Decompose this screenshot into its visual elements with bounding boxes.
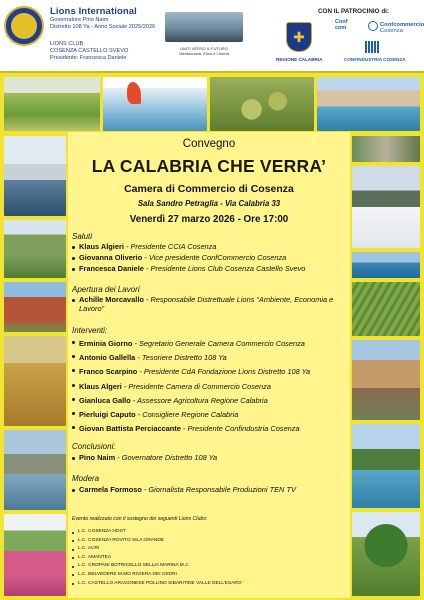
photo-mountain-lake (4, 430, 66, 510)
list-item: Antonio Gallella - Tesoriere Distretto 108 Ya (72, 351, 310, 365)
hero-caption-1: UNITI VERSO IL FUTURO (180, 46, 228, 51)
region-label: REGIONE CALABRIA (276, 57, 323, 62)
photo-lake (352, 424, 420, 508)
photo-ski (352, 166, 420, 248)
hero-caption (158, 46, 250, 56)
section-conclusioni: Conclusioni: (72, 442, 116, 451)
photo-coast-town (317, 77, 420, 131)
photo-vineyard (352, 282, 420, 336)
section-saluti: Saluti (72, 232, 93, 241)
confindustria-name: CONFINDUSTRIA COSENZA (344, 57, 406, 62)
saluti-list (72, 242, 305, 274)
interventi-list (72, 337, 310, 436)
list-item: L.C. AMANTEA (72, 554, 242, 563)
list-item: L.C. COSENZA HOST (72, 528, 242, 537)
section-modera: Modera (72, 474, 100, 483)
president-line: Presidente: Francesca Daniele (50, 55, 127, 61)
list-item: Giovan Battista Perciaccante - Presidente Confindustria Cosenza (72, 422, 310, 436)
list-item: Klaus Algeri - Presidente Camera di Commercio Cosenza (72, 380, 310, 394)
list-item: L.C. COSENZA ROVITO SILA GRANDE (72, 537, 242, 546)
confcommercio-name: Confcommercio Cosenza (380, 22, 424, 34)
list-item: L.C. CROPANI BOTRICELLO SELLIA MARINA M.J. (72, 562, 242, 571)
list-item: Erminia Giorno - Segretario Generale Camera Commercio Cosenza (72, 337, 310, 351)
photo-fields (4, 77, 100, 131)
governor-line: Governatore Pino Naim (50, 17, 109, 23)
org-title: Lions International (50, 6, 137, 17)
patronage-label: CON IL PATROCINIO di: (318, 8, 390, 15)
regione-calabria-emblem-icon: ✚ (286, 22, 312, 52)
list-item: Franco Scarpino - Presidente CdA Fondazione Lions Distretto 108 Ya (72, 365, 310, 379)
photo-hills (4, 220, 66, 278)
photo-tree (352, 512, 420, 596)
confindustria-logo-icon (365, 41, 379, 53)
district-line: Distretto 108 Ya - Anno Sociale 2025/2026 (50, 24, 156, 30)
list-item: L.C. CASTELLO ARAGONESE POLLINO SIBARITIDE VALLE DELL’ESARO (72, 580, 242, 589)
photo-kitesurf (103, 77, 207, 131)
list-item: Pierluigi Caputo - Consigliere Regione Calabria (72, 408, 310, 422)
club-line-2: COSENZA CASTELLO SVEVO (50, 48, 129, 54)
club-block (50, 41, 128, 62)
supporting-clubs-list (72, 528, 242, 588)
event-title: LA CALABRIA CHE VERRA’ (91, 156, 327, 176)
list-item: Pino Naim - Governatore Distretto 108 Ya (72, 453, 217, 464)
hero-image (165, 12, 243, 42)
event-type: Convegno (182, 138, 236, 150)
photo-wheat (4, 336, 66, 426)
section-interventi: Interventi: (72, 326, 108, 335)
photo-sea-cliff (352, 252, 420, 278)
photo-building (4, 282, 66, 332)
list-item: Gianluca Gallo - Assessore Agricoltura Regione Calabria (72, 394, 310, 408)
photo-olives (210, 77, 314, 131)
list-item: Francesca Daniele - Presidente Lions Club Cosenza Castello Svevo (72, 264, 305, 275)
photo-marina (4, 136, 66, 216)
header-banner (0, 0, 424, 73)
conclusioni-list (72, 453, 217, 464)
event-date: Venerdì 27 marzo 2026 - Ore 17:00 (129, 214, 289, 225)
lions-logo-icon (4, 6, 44, 46)
event-panel (68, 132, 350, 598)
photo-village (352, 340, 420, 420)
modera-list (72, 485, 296, 496)
event-venue: Camera di Commercio di Cosenza (124, 183, 294, 195)
apertura-list (72, 296, 348, 314)
organization-block (50, 6, 155, 31)
confcom-short: Conf com (335, 19, 348, 31)
event-hall: Sala Sandro Petraglia - Via Calabria 33 (137, 199, 281, 208)
photo-flower-field (4, 514, 66, 596)
support-note: Evento realizzato con il sostegno dei seguenti Lions Clubs: (72, 516, 208, 522)
list-item: L.C. BELVEDERE M.MO RIVIERA DEI CEDRI (72, 571, 242, 580)
list-item: Carmela Formoso - Giornalista Responsabile Produzioni TEN TV (72, 485, 296, 496)
section-apertura: Apertura dei Lavori (72, 285, 140, 294)
club-line-1: LIONS CLUB (50, 41, 84, 47)
photo-street (352, 136, 420, 162)
confcommercio-logo-icon (368, 21, 378, 31)
hero-caption-2: Meritocrazia, Etica e Libertà (179, 51, 229, 56)
list-item: Giovanna Oliverio - Vice presidente ConfCommercio Cosenza (72, 253, 305, 264)
list-item: Klaus Algieri - Presidente CCIA Cosenza (72, 242, 305, 253)
list-item: Achille Morcavallo - Responsabile Distrettuale Lions “Ambiente, Economia e Lavoro” (72, 296, 348, 314)
list-item: L.C. ACRI (72, 545, 242, 554)
